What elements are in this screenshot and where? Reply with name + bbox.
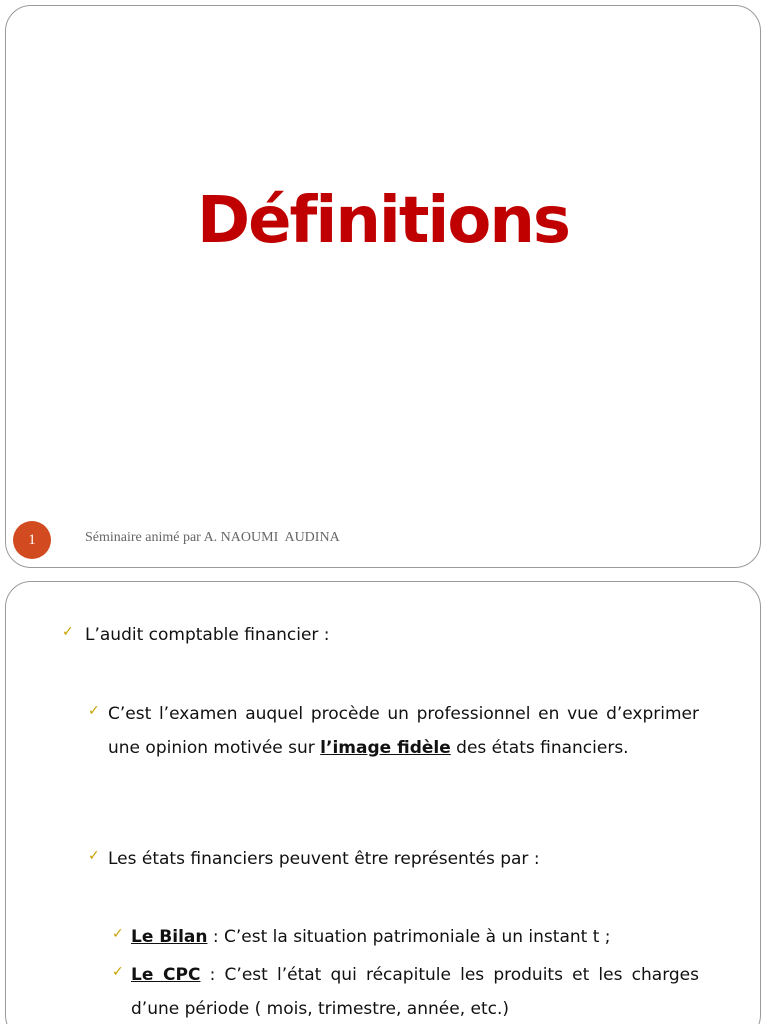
statement-term: Le CPC: [131, 965, 201, 985]
bullet-statements-intro: Les états financiers peuvent être représentés par :: [108, 849, 540, 869]
statement-text: : C’est l’état qui récapitule les produits et les charges d’une période ( mois, trimestre, année, etc.): [131, 965, 699, 1019]
slide-1: [5, 5, 761, 568]
bullet-heading: L’audit comptable financier :: [85, 625, 330, 645]
check-icon: ✓: [88, 848, 100, 864]
definition-emphasis: l’image fidèle: [320, 738, 451, 758]
check-icon: ✓: [62, 624, 74, 640]
check-icon: ✓: [88, 703, 100, 719]
page-number-badge: 1: [13, 521, 51, 559]
statement-term: Le Bilan: [131, 927, 208, 947]
bullet-cpc: [131, 958, 699, 1024]
slide-title: Définitions: [197, 184, 569, 258]
check-icon: ✓: [112, 926, 124, 942]
bullet-bilan: [131, 920, 699, 954]
definition-text-end: des états financiers.: [450, 738, 629, 758]
check-icon: ✓: [112, 964, 124, 980]
definition-text: C’est l’examen auquel procède un professionnel en vue d’exprimer une opinion motivée sur: [108, 704, 699, 758]
slide-2: [5, 581, 761, 1024]
statement-text: : C’est la situation patrimoniale à un instant t ;: [207, 927, 611, 947]
bullet-definition: [108, 697, 699, 765]
slide-footer: Séminaire animé par A. NAOUMI AUDINA: [85, 530, 340, 545]
